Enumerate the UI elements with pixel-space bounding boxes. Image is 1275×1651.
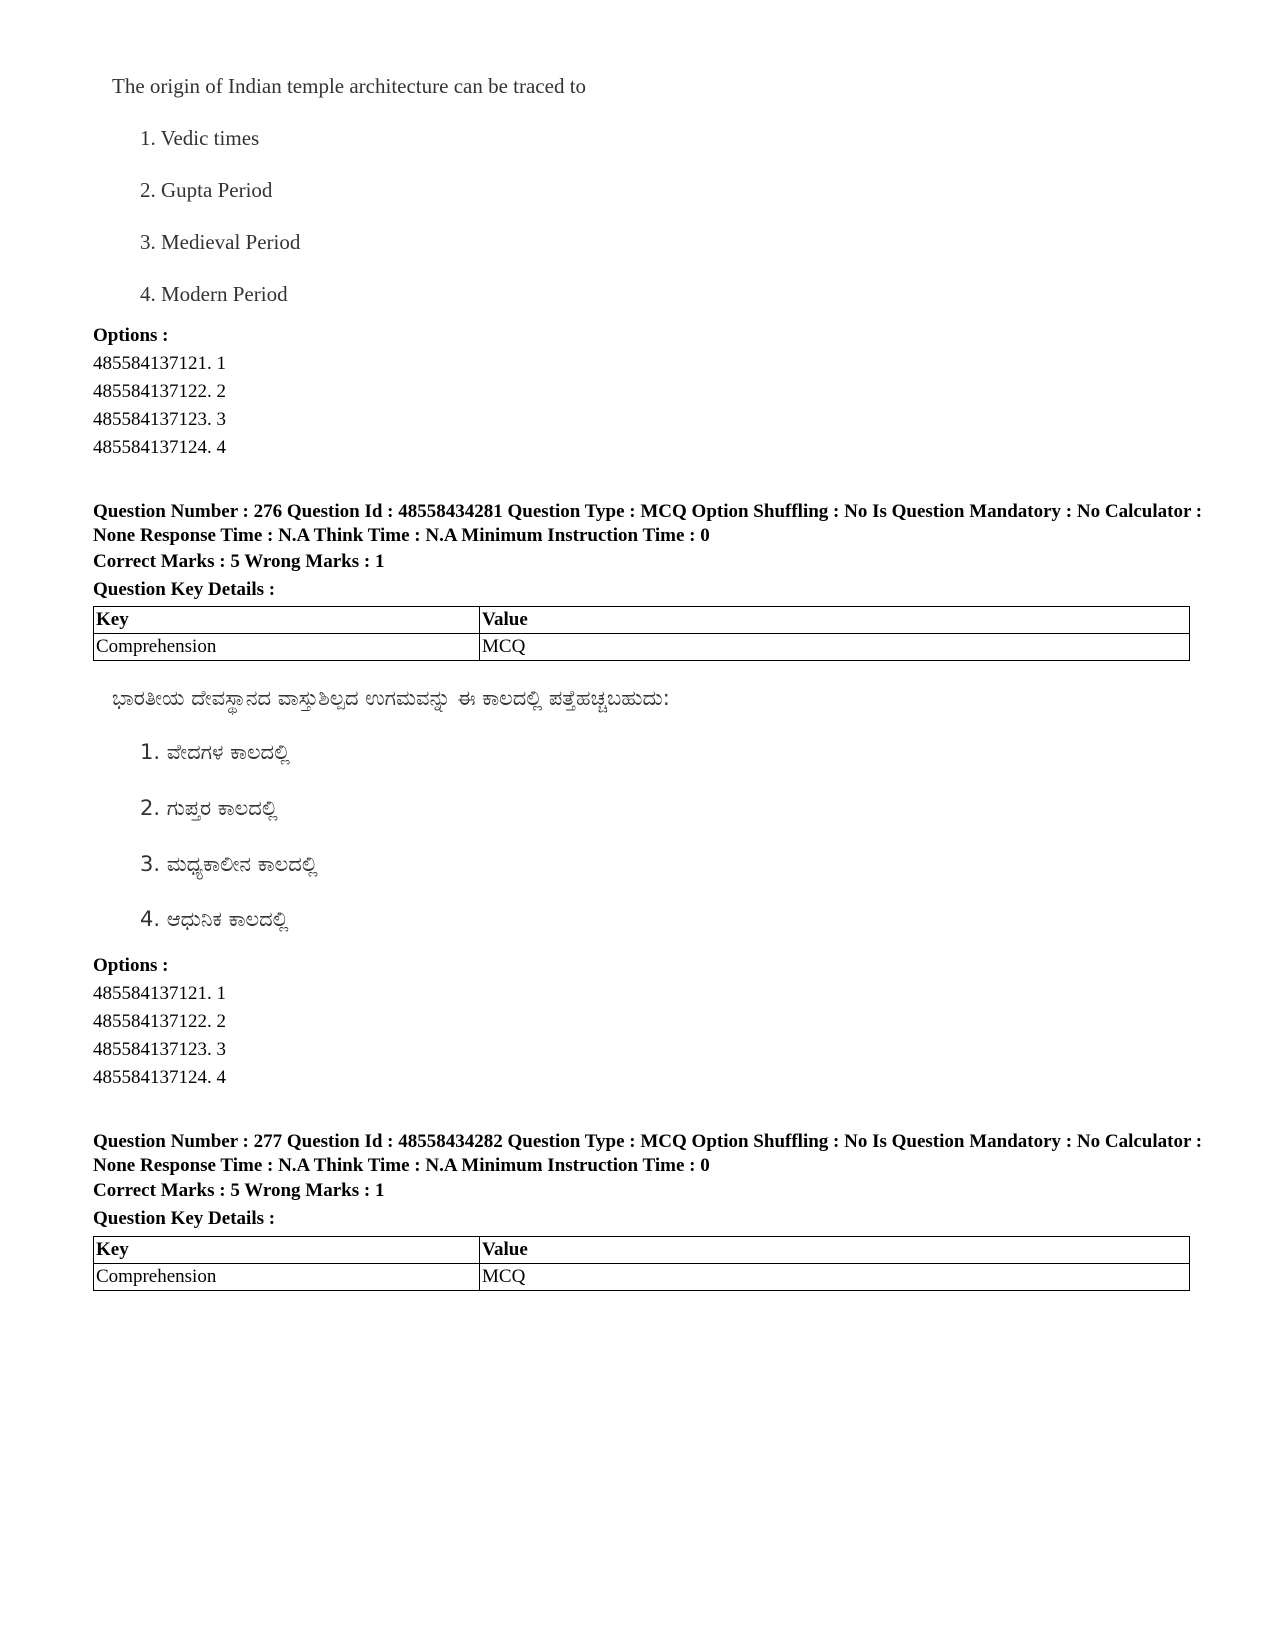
table-cell: MCQ (480, 634, 1190, 661)
table-cell: MCQ (480, 1264, 1190, 1291)
table-row (94, 1264, 1190, 1291)
option-line: 485584137123. 3 (93, 409, 226, 430)
table-header: Value (480, 1237, 1190, 1264)
question-choice: 3. Medieval Period (140, 230, 301, 254)
table-cell: Comprehension (94, 634, 480, 661)
question-choice-kannada: 3. ಮಧ್ಯಕಾಲೀನ ಕಾಲದಲ್ಲಿ (140, 852, 318, 876)
key-details-label: Question Key Details : (93, 579, 276, 600)
option-line: 485584137122. 2 (93, 381, 226, 402)
option-line: 485584137121. 1 (93, 353, 226, 374)
table-header-row (94, 1237, 1190, 1264)
key-value-table (93, 606, 1190, 661)
table-header: Key (94, 607, 480, 634)
question-text: The origin of Indian temple architecture can be traced to (112, 74, 587, 98)
table-row (94, 634, 1190, 661)
option-line: 485584137123. 3 (93, 1039, 226, 1060)
options-label: Options : (93, 955, 169, 976)
marks-line: Correct Marks : 5 Wrong Marks : 1 (93, 551, 385, 572)
option-line: 485584137124. 4 (93, 1067, 226, 1088)
table-header-row (94, 607, 1190, 634)
question-meta: Question Number : 276 Question Id : 48558434281 Question Type : MCQ Option Shuffling : No Is Question Mandatory : No Calculator : None Response Time : N.A Think Time : N.A Minimum Instruction Time : 0 (93, 501, 1203, 546)
option-line: 485584137121. 1 (93, 983, 226, 1004)
marks-line: Correct Marks : 5 Wrong Marks : 1 (93, 1180, 385, 1201)
question-choice-kannada: 1. ವೇದಗಳ ಕಾಲದಲ್ಲಿ (140, 740, 290, 764)
question-choice: 4. Modern Period (140, 282, 288, 306)
question-choice: 1. Vedic times (140, 126, 260, 150)
question-meta: Question Number : 277 Question Id : 48558434282 Question Type : MCQ Option Shuffling : No Is Question Mandatory : No Calculator : None Response Time : N.A Think Time : N.A Minimum Instruction Time : 0 (93, 1131, 1203, 1176)
option-line: 485584137124. 4 (93, 437, 226, 458)
table-cell: Comprehension (94, 1264, 480, 1291)
options-label: Options : (93, 325, 169, 346)
table-header: Key (94, 1237, 480, 1264)
key-value-table (93, 1236, 1190, 1291)
option-line: 485584137122. 2 (93, 1011, 226, 1032)
question-choice-kannada: 2. ಗುಪ್ತರ ಕಾಲದಲ್ಲಿ (140, 796, 278, 820)
question-text-kannada: ಭಾರತೀಯ ದೇವಸ್ಥಾನದ ವಾಸ್ತುಶಿಲ್ಪದ ಉಗಮವನ್ನು ಈ ಕಾಲದಲ್ಲಿ ಪತ್ತೆಹಚ್ಚಬಹುದು: (112, 686, 670, 710)
question-choice-kannada: 4. ಆಧುನಿಕ ಕಾಲದಲ್ಲಿ (140, 907, 289, 931)
table-header: Value (480, 607, 1190, 634)
question-choice: 2. Gupta Period (140, 178, 273, 202)
key-details-label: Question Key Details : (93, 1208, 276, 1229)
